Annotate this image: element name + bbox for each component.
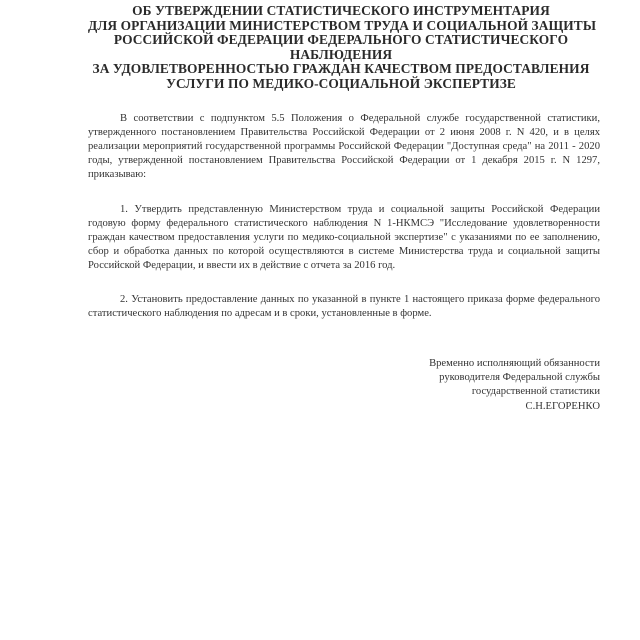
title-line: РОССИЙСКОЙ ФЕДЕРАЦИИ ФЕДЕРАЛЬНОГО СТАТИСТИЧЕСКОГО [113, 32, 569, 48]
title-line: НАБЛЮДЕНИЯ [289, 46, 393, 62]
signature-position: государственной статистики [471, 386, 600, 398]
signature-block [88, 357, 600, 414]
signature-name: С.Н.ЕГОРЕНКО [525, 400, 600, 412]
title-line: ДЛЯ ОРГАНИЗАЦИИ МИНИСТЕРСТВОМ ТРУДА И СОЦИАЛЬНОЙ ЗАЩИТЫ [88, 17, 597, 33]
title-line: УСЛУГИ ПО МЕДИКО-СОЦИАЛЬНОЙ ЭКСПЕРТИЗЕ [166, 75, 516, 91]
title-line: ОБ УТВЕРЖДЕНИИ СТАТИСТИЧЕСКОГО ИНСТРУМЕНТАРИЯ [132, 3, 550, 18]
signature-position: Временно исполняющий обязанности [429, 358, 600, 369]
item-1-paragraph: 1. Утвердить представленную Министерством труда и социальной защиты Российской Федерации годовую форму федерального статистического наблюдения N 1-НКМСЭ "Исследование удовлетворенности граждан качеством предоставления услуги по медико-социальной экспертизе" с указаниями по ее заполнению, сбор и обработка данных по которой осуществляются в системе Министерства труда и социальной защиты Российской Федерации, и ввести их в действие с отчета за 2016 год. [88, 203, 600, 272]
title-line: ЗА УДОВЛЕТВОРЕННОСТЬЮ ГРАЖДАН КАЧЕСТВОМ ПРЕДОСТАВЛЕНИЯ [92, 61, 590, 77]
document-title [88, 4, 600, 92]
signature-position: руководителя Федеральной службы [439, 372, 600, 384]
intro-paragraph: В соответствии с подпунктом 5.5 Положения о Федеральной службе государственной статистики, утвержденного постановлением Правительства Российской Федерации от 2 июня 2008 г. N 420, и в целях реализации мероприятий государственной программы Российской Федерации "Доступная среда" на 2011 - 2020 годы, утвержденной постановлением Правительства Российской Федерации от 1 декабря 2015 г. N 1297, приказываю: [88, 112, 600, 181]
item-2-paragraph: 2. Установить предоставление данных по указанной в пункте 1 настоящего приказа форме федерального статистического наблюдения по адресам и в сроки, установленные в форме. [88, 293, 600, 319]
